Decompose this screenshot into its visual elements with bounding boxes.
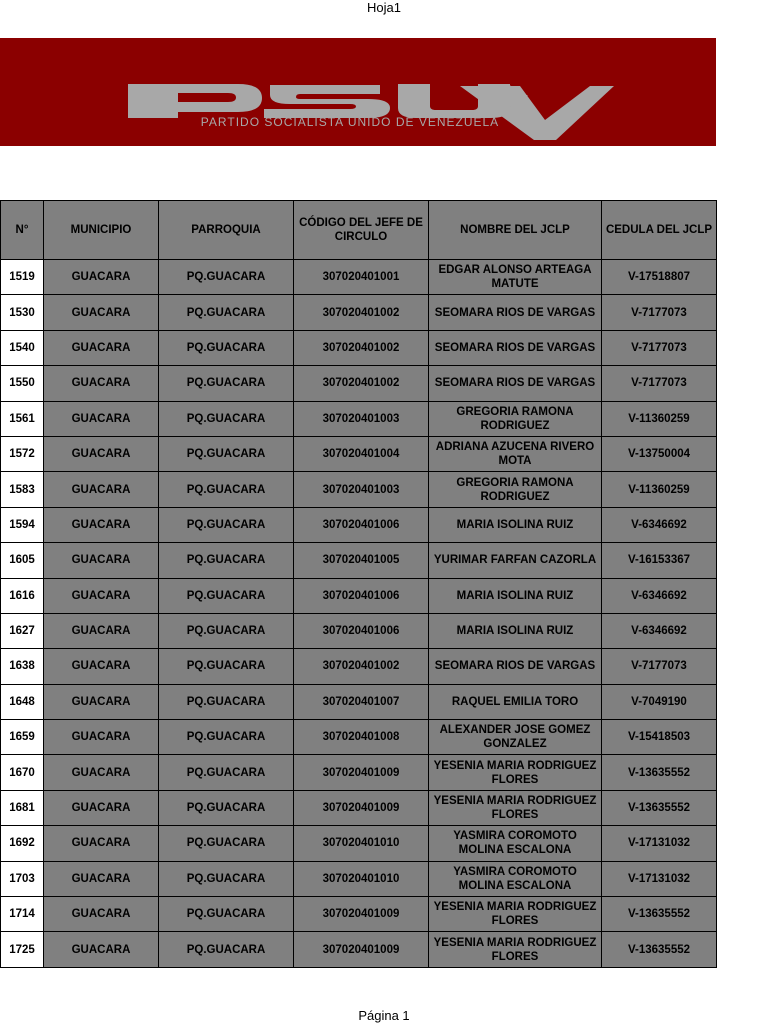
cell-codigo: 307020401002 bbox=[294, 330, 429, 365]
cell-nombre: GREGORIA RAMONA RODRIGUEZ bbox=[429, 401, 602, 436]
cell-parroquia: PQ.GUACARA bbox=[159, 684, 294, 719]
cell-municipio: GUACARA bbox=[44, 720, 159, 755]
cell-num: 1670 bbox=[1, 755, 44, 790]
cell-num: 1519 bbox=[1, 260, 44, 295]
cell-cedula: V-7177073 bbox=[602, 330, 717, 365]
table-row bbox=[1, 897, 717, 932]
cell-parroquia: PQ.GUACARA bbox=[159, 401, 294, 436]
cell-num: 1659 bbox=[1, 720, 44, 755]
cell-parroquia: PQ.GUACARA bbox=[159, 720, 294, 755]
header-codigo: CÓDIGO DEL JEFE DE CIRCULO bbox=[294, 201, 429, 260]
cell-nombre: YESENIA MARIA RODRIGUEZ FLORES bbox=[429, 897, 602, 932]
cell-num: 1627 bbox=[1, 613, 44, 648]
cell-municipio: GUACARA bbox=[44, 543, 159, 578]
psuv-logo bbox=[0, 38, 716, 146]
cell-municipio: GUACARA bbox=[44, 401, 159, 436]
header-nombre: NOMBRE DEL JCLP bbox=[429, 201, 602, 260]
cell-parroquia: PQ.GUACARA bbox=[159, 649, 294, 684]
cell-cedula: V-7177073 bbox=[602, 649, 717, 684]
cell-num: 1594 bbox=[1, 507, 44, 542]
cell-cedula: V-13635552 bbox=[602, 755, 717, 790]
cell-parroquia: PQ.GUACARA bbox=[159, 260, 294, 295]
cell-num: 1583 bbox=[1, 472, 44, 507]
cell-municipio: GUACARA bbox=[44, 578, 159, 613]
cell-municipio: GUACARA bbox=[44, 366, 159, 401]
cell-cedula: V-11360259 bbox=[602, 401, 717, 436]
table-row bbox=[1, 755, 717, 790]
cell-cedula: V-6346692 bbox=[602, 507, 717, 542]
table-row bbox=[1, 613, 717, 648]
cell-num: 1714 bbox=[1, 897, 44, 932]
cell-num: 1616 bbox=[1, 578, 44, 613]
cell-parroquia: PQ.GUACARA bbox=[159, 932, 294, 967]
jclp-table bbox=[0, 200, 717, 968]
cell-parroquia: PQ.GUACARA bbox=[159, 436, 294, 471]
cell-nombre: YASMIRA COROMOTO MOLINA ESCALONA bbox=[429, 861, 602, 896]
cell-cedula: V-17518807 bbox=[602, 260, 717, 295]
cell-codigo: 307020401002 bbox=[294, 649, 429, 684]
cell-nombre: GREGORIA RAMONA RODRIGUEZ bbox=[429, 472, 602, 507]
cell-cedula: V-17131032 bbox=[602, 861, 717, 896]
cell-municipio: GUACARA bbox=[44, 472, 159, 507]
cell-parroquia: PQ.GUACARA bbox=[159, 543, 294, 578]
cell-codigo: 307020401004 bbox=[294, 436, 429, 471]
cell-parroquia: PQ.GUACARA bbox=[159, 578, 294, 613]
cell-municipio: GUACARA bbox=[44, 295, 159, 330]
cell-municipio: GUACARA bbox=[44, 649, 159, 684]
cell-parroquia: PQ.GUACARA bbox=[159, 897, 294, 932]
cell-codigo: 307020401002 bbox=[294, 366, 429, 401]
cell-codigo: 307020401009 bbox=[294, 790, 429, 825]
cell-parroquia: PQ.GUACARA bbox=[159, 861, 294, 896]
cell-codigo: 307020401009 bbox=[294, 897, 429, 932]
table-row bbox=[1, 932, 717, 967]
psuv-banner bbox=[0, 38, 716, 146]
table-row bbox=[1, 543, 717, 578]
cell-cedula: V-6346692 bbox=[602, 613, 717, 648]
cell-municipio: GUACARA bbox=[44, 507, 159, 542]
table-row bbox=[1, 472, 717, 507]
table-row bbox=[1, 790, 717, 825]
page-footer: Página 1 bbox=[358, 1008, 410, 1023]
cell-nombre: RAQUEL EMILIA TORO bbox=[429, 684, 602, 719]
header-municipio: MUNICIPIO bbox=[44, 201, 159, 260]
cell-cedula: V-7177073 bbox=[602, 295, 717, 330]
table-row bbox=[1, 578, 717, 613]
psuv-logo-name: PSUV bbox=[0, 38, 3, 39]
psuv-tagline: PARTIDO SOCIALISTA UNIDO DE VENEZUELA bbox=[200, 115, 500, 129]
cell-municipio: GUACARA bbox=[44, 436, 159, 471]
table-row bbox=[1, 295, 717, 330]
cell-municipio: GUACARA bbox=[44, 897, 159, 932]
table-row bbox=[1, 401, 717, 436]
cell-municipio: GUACARA bbox=[44, 861, 159, 896]
cell-municipio: GUACARA bbox=[44, 684, 159, 719]
cell-num: 1725 bbox=[1, 932, 44, 967]
table-row bbox=[1, 330, 717, 365]
cell-nombre: YESENIA MARIA RODRIGUEZ FLORES bbox=[429, 755, 602, 790]
cell-municipio: GUACARA bbox=[44, 755, 159, 790]
cell-nombre: ALEXANDER JOSE GOMEZ GONZALEZ bbox=[429, 720, 602, 755]
cell-nombre: SEOMARA RIOS DE VARGAS bbox=[429, 330, 602, 365]
cell-codigo: 307020401002 bbox=[294, 295, 429, 330]
cell-codigo: 307020401009 bbox=[294, 932, 429, 967]
cell-num: 1638 bbox=[1, 649, 44, 684]
cell-nombre: YESENIA MARIA RODRIGUEZ FLORES bbox=[429, 932, 602, 967]
cell-codigo: 307020401007 bbox=[294, 684, 429, 719]
cell-nombre: MARIA ISOLINA RUIZ bbox=[429, 507, 602, 542]
cell-parroquia: PQ.GUACARA bbox=[159, 755, 294, 790]
cell-nombre: ADRIANA AZUCENA RIVERO MOTA bbox=[429, 436, 602, 471]
cell-nombre: SEOMARA RIOS DE VARGAS bbox=[429, 295, 602, 330]
table-header-row bbox=[1, 201, 717, 260]
cell-num: 1681 bbox=[1, 790, 44, 825]
table-row bbox=[1, 260, 717, 295]
cell-codigo: 307020401003 bbox=[294, 472, 429, 507]
cell-cedula: V-6346692 bbox=[602, 578, 717, 613]
table-body bbox=[1, 260, 717, 968]
table-row bbox=[1, 436, 717, 471]
cell-codigo: 307020401006 bbox=[294, 578, 429, 613]
cell-nombre: SEOMARA RIOS DE VARGAS bbox=[429, 366, 602, 401]
cell-codigo: 307020401009 bbox=[294, 755, 429, 790]
cell-cedula: V-13635552 bbox=[602, 932, 717, 967]
cell-num: 1530 bbox=[1, 295, 44, 330]
cell-cedula: V-17131032 bbox=[602, 826, 717, 861]
cell-codigo: 307020401006 bbox=[294, 613, 429, 648]
cell-municipio: GUACARA bbox=[44, 260, 159, 295]
cell-municipio: GUACARA bbox=[44, 330, 159, 365]
cell-municipio: GUACARA bbox=[44, 613, 159, 648]
cell-parroquia: PQ.GUACARA bbox=[159, 330, 294, 365]
header-cedula: CEDULA DEL JCLP bbox=[602, 201, 717, 260]
cell-nombre: YURIMAR FARFAN CAZORLA bbox=[429, 543, 602, 578]
table-row bbox=[1, 649, 717, 684]
cell-cedula: V-7177073 bbox=[602, 366, 717, 401]
cell-num: 1703 bbox=[1, 861, 44, 896]
table-row bbox=[1, 861, 717, 896]
cell-nombre: MARIA ISOLINA RUIZ bbox=[429, 578, 602, 613]
cell-municipio: GUACARA bbox=[44, 790, 159, 825]
cell-codigo: 307020401008 bbox=[294, 720, 429, 755]
table-row bbox=[1, 684, 717, 719]
table-row bbox=[1, 720, 717, 755]
cell-parroquia: PQ.GUACARA bbox=[159, 472, 294, 507]
cell-cedula: V-13750004 bbox=[602, 436, 717, 471]
cell-num: 1550 bbox=[1, 366, 44, 401]
cell-num: 1605 bbox=[1, 543, 44, 578]
cell-cedula: V-7049190 bbox=[602, 684, 717, 719]
cell-parroquia: PQ.GUACARA bbox=[159, 507, 294, 542]
cell-parroquia: PQ.GUACARA bbox=[159, 826, 294, 861]
table-row bbox=[1, 826, 717, 861]
table-row bbox=[1, 366, 717, 401]
cell-codigo: 307020401001 bbox=[294, 260, 429, 295]
cell-nombre: YASMIRA COROMOTO MOLINA ESCALONA bbox=[429, 826, 602, 861]
cell-parroquia: PQ.GUACARA bbox=[159, 790, 294, 825]
header-parroquia: PARROQUIA bbox=[159, 201, 294, 260]
cell-municipio: GUACARA bbox=[44, 826, 159, 861]
psuv-logo-letters bbox=[128, 84, 614, 140]
cell-codigo: 307020401010 bbox=[294, 861, 429, 896]
cell-parroquia: PQ.GUACARA bbox=[159, 613, 294, 648]
cell-municipio: GUACARA bbox=[44, 932, 159, 967]
cell-cedula: V-13635552 bbox=[602, 790, 717, 825]
sheet-title: Hoja1 bbox=[367, 0, 401, 15]
cell-num: 1572 bbox=[1, 436, 44, 471]
cell-nombre: EDGAR ALONSO ARTEAGA MATUTE bbox=[429, 260, 602, 295]
cell-num: 1692 bbox=[1, 826, 44, 861]
cell-parroquia: PQ.GUACARA bbox=[159, 366, 294, 401]
header-num: N° bbox=[1, 201, 44, 260]
cell-codigo: 307020401005 bbox=[294, 543, 429, 578]
cell-nombre: MARIA ISOLINA RUIZ bbox=[429, 613, 602, 648]
cell-codigo: 307020401006 bbox=[294, 507, 429, 542]
cell-nombre: YESENIA MARIA RODRIGUEZ FLORES bbox=[429, 790, 602, 825]
cell-cedula: V-16153367 bbox=[602, 543, 717, 578]
cell-num: 1561 bbox=[1, 401, 44, 436]
cell-parroquia: PQ.GUACARA bbox=[159, 295, 294, 330]
cell-num: 1648 bbox=[1, 684, 44, 719]
cell-codigo: 307020401010 bbox=[294, 826, 429, 861]
cell-cedula: V-11360259 bbox=[602, 472, 717, 507]
cell-cedula: V-15418503 bbox=[602, 720, 717, 755]
table-row bbox=[1, 507, 717, 542]
cell-codigo: 307020401003 bbox=[294, 401, 429, 436]
cell-cedula: V-13635552 bbox=[602, 897, 717, 932]
cell-nombre: SEOMARA RIOS DE VARGAS bbox=[429, 649, 602, 684]
cell-num: 1540 bbox=[1, 330, 44, 365]
